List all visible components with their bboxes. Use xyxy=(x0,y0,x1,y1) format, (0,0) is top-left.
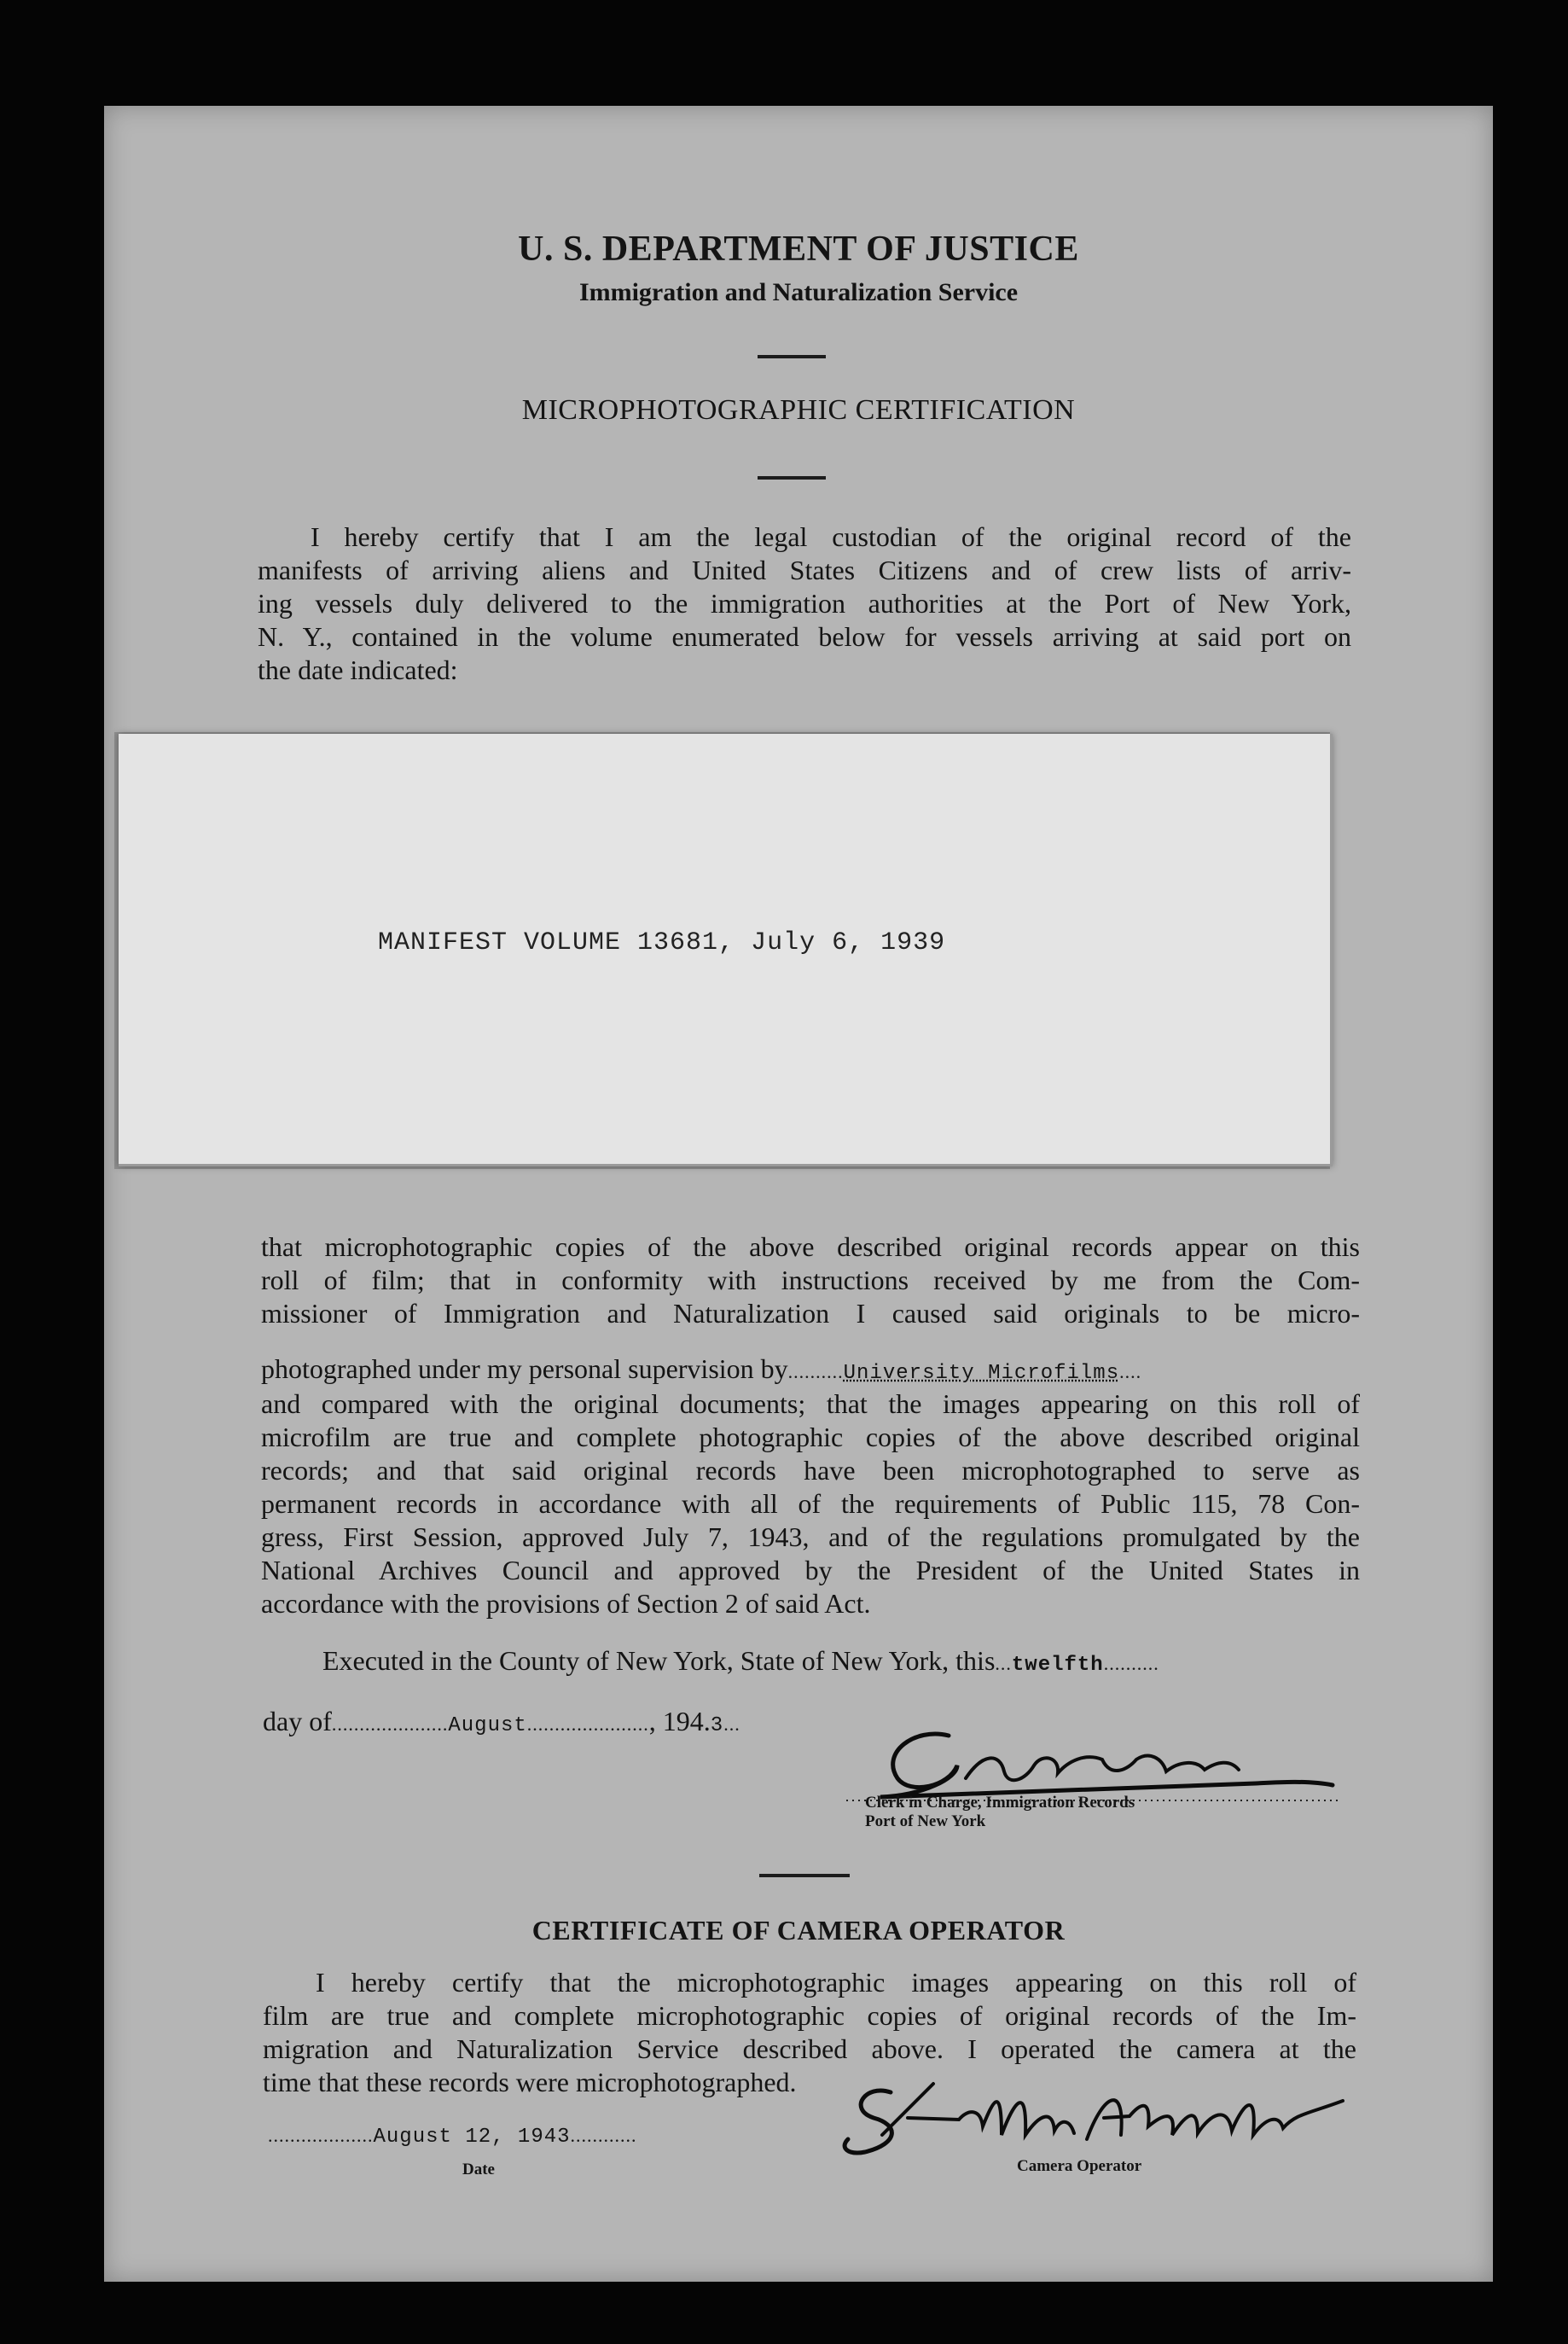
month-value: August xyxy=(448,1714,527,1737)
camera-line: time that these records were microphotographed. xyxy=(263,2067,797,2097)
manifest-volume-text: MANIFEST VOLUME 13681, July 6, 1939 xyxy=(378,928,946,957)
certificate-sheet xyxy=(104,106,1493,2282)
intro-line: manifests of arriving aliens and United States Citizens and of crew lists of arriv- xyxy=(258,555,1351,585)
body-paragraph-bottom xyxy=(261,1387,1360,1620)
dotted-fill: ...................... xyxy=(526,1713,649,1735)
body-line: gress, First Session, approved July 7, 1943, and of the regulations promulgated by the xyxy=(261,1521,1360,1552)
day-ordinal: twelfth xyxy=(1011,1654,1104,1677)
year-separator: , xyxy=(648,1706,663,1736)
service-subheading: Immigration and Naturalization Service xyxy=(578,278,1019,306)
day-of-line xyxy=(263,1706,740,1737)
photographed-line xyxy=(261,1353,1141,1385)
intro-line: I hereby certify that I am the legal custodian of the original record of the xyxy=(311,521,1351,552)
department-heading: U. S. DEPARTMENT OF JUSTICE xyxy=(518,230,1079,269)
photographer-name: University Microfilms xyxy=(843,1362,1120,1385)
divider-middle xyxy=(758,476,826,480)
year-dot: . xyxy=(703,1706,711,1736)
day-of-label: day of xyxy=(263,1706,332,1736)
dotted-fill: ..................... xyxy=(331,1713,449,1735)
date-line xyxy=(268,2125,637,2149)
body-line: microfilm are true and complete photographic copies of the above described original xyxy=(261,1422,1360,1452)
intro-paragraph xyxy=(258,521,1351,687)
executed-line xyxy=(322,1645,1159,1677)
body-line: roll of film; that in conformity with instructions received by me from the Com- xyxy=(261,1265,1360,1295)
camera-operator-signature xyxy=(831,2067,1377,2161)
photographed-prefix: photographed under my personal supervision by xyxy=(261,1353,788,1384)
camera-operator-label: Camera Operator xyxy=(1017,2157,1142,2175)
certification-title: MICROPHOTOGRAPHIC CERTIFICATION xyxy=(521,394,1076,426)
dotted-fill: ... xyxy=(723,1713,740,1735)
body-line: that microphotographic copies of the above described original records appear on this xyxy=(261,1231,1360,1262)
body-paragraph-top xyxy=(261,1230,1360,1330)
body-line: records; and that said original records have been microphotographed to serve as xyxy=(261,1455,1360,1486)
body-line: accordance with the provisions of Section 2 of said Act. xyxy=(261,1588,871,1619)
intro-line: the date indicated: xyxy=(258,654,458,685)
camera-line: migration and Naturalization Service described above. I operated the camera at the xyxy=(263,2033,1356,2064)
dotted-fill: .......... xyxy=(1103,1653,1159,1674)
camera-line: I hereby certify that the microphotographic images appearing on this roll of xyxy=(316,1967,1356,1998)
clerk-title-line1: Clerk in Charge, Immigration Records xyxy=(865,1794,1135,1812)
date-value: August 12, 1943 xyxy=(373,2126,571,2149)
divider-bottom xyxy=(759,1874,850,1877)
dotted-fill: ............ xyxy=(570,2125,637,2146)
dotted-fill: .......... xyxy=(787,1361,844,1382)
body-line: and compared with the original documents; that the images appearing on this roll of xyxy=(261,1388,1360,1419)
executed-prefix: Executed in the County of New York, State of New York, this xyxy=(322,1645,996,1676)
clerk-title-line2: Port of New York xyxy=(865,1812,986,1830)
body-line: missioner of Immigration and Naturalization I caused said originals to be micro- xyxy=(261,1298,1360,1329)
dotted-fill: ................... xyxy=(268,2125,374,2146)
body-line: permanent records in accordance with all of the requirements of Public 115, 78 Con- xyxy=(261,1488,1360,1519)
intro-line: N. Y., contained in the volume enumerated below for vessels arriving at said port on xyxy=(258,621,1351,652)
dotted-fill: .... xyxy=(1119,1361,1142,1382)
year-digit: 3 xyxy=(710,1714,724,1737)
dotted-fill: ... xyxy=(995,1653,1012,1674)
divider-top xyxy=(758,355,826,358)
date-label: Date xyxy=(462,2161,495,2178)
camera-operator-heading: CERTIFICATE OF CAMERA OPERATOR xyxy=(531,1915,1066,1946)
year-prefix: 194 xyxy=(662,1706,704,1736)
body-line: National Archives Council and approved by the President of the United States in xyxy=(261,1555,1360,1585)
camera-line: film are true and complete microphotographic copies of original records of the Im- xyxy=(263,2000,1356,2031)
clerk-title xyxy=(865,1794,1135,1831)
intro-line: ing vessels duly delivered to the immigration authorities at the Port of New York, xyxy=(258,588,1351,619)
